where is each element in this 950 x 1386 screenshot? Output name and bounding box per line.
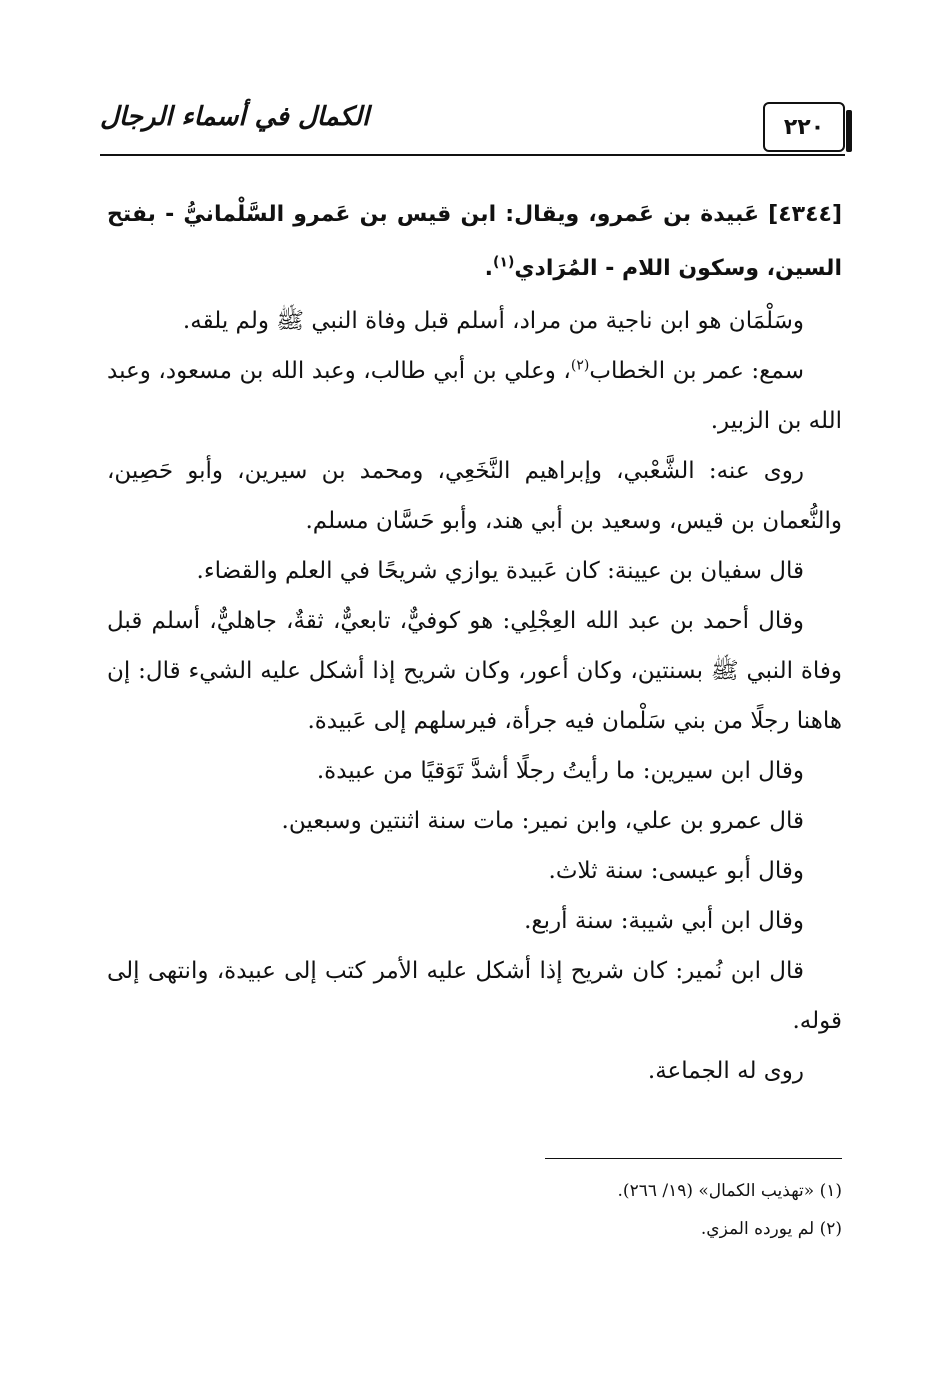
paragraph-ibn-sirin: وقال ابن سيرين: ما رأيتُ رجلًا أشدَّ تَوَقيًا من عبيدة. [316,758,804,784]
paragraph-ijli: وقال أحمد بن عبد الله العِجْلِي: هو كوفيٌّ، تابعيٌّ، ثقةٌ، جاهليٌّ، أسلم قبل وفاة النبي ﷺ بسنتين، وكان أعور، وكان شريح إذا أشكل عليه الشيء قال: إن هاهنا رجلًا من بني سَلْمان فيه جرأة، فيرسلهم إلى عَبيدة. [107,608,842,734]
page-header [100,98,845,158]
paragraph-ibn-abi-shaiba: وقال ابن أبي شيبة: سنة أربع. [524,908,804,934]
book-title: الكمال في أسماء الرجال [100,102,370,132]
footnote-ref-1: (١) [493,254,515,271]
footnote-1: (١) «تهذيب الكمال» (١٩/ ٢٦٦). [617,1181,842,1201]
entry-title-text: [٤٣٤٤] عَبيدة بن عَمرو، ويقال: ابن قيس بن عَمرو السَّلْمانيُّ - بفتح السين، وسكون اللام - المُرَادي [107,202,842,281]
paragraph-sufyan: قال سفيان بن عيينة: كان عَبيدة يوازي شريحًا في العلم والقضاء. [196,558,804,584]
paragraph-abu-isa: وقال أبو عيسى: سنة ثلاث. [548,858,804,884]
footnotes [107,1172,842,1248]
header-rule [100,154,845,156]
heard-from-rest: ، وعلي بن أبي طالب، وعبد الله بن مسعود، وعبد الله بن الزبير. [107,358,842,434]
paragraph-heard-from [107,346,842,446]
heard-from-text: سمع: عمر بن الخطاب [589,358,804,384]
footnote-2: (٢) لم يورده المزي. [700,1219,842,1239]
entry-title [107,188,842,296]
paragraph-ibn-numair: قال ابن نُمير: كان شريح إذا أشكل عليه الأمر كتب إلى عبيدة، وانتهى إلى قوله. [107,958,842,1034]
footnote-divider [545,1158,842,1159]
paragraph-narrators: روى له الجماعة. [647,1058,804,1084]
page-number: ٢٢٠ [763,102,845,152]
entry-title-end: . [484,256,493,281]
paragraph-narrated-by: روى عنه: الشَّعْبي، وإبراهيم النَّخَعِي، ومحمد بن سيرين، وأبو حَصِين، والنُّعمان بن قيس، وسعيد بن أبي هند، وأبو حَسَّان مسلم. [107,458,842,534]
footnote-ref-2: (٢) [570,357,590,374]
main-content [107,188,842,1096]
paragraph-salman: وسَلْمَان هو ابن ناجية من مراد، أسلم قبل وفاة النبي ﷺ ولم يلقه. [182,308,804,334]
paragraph-death-year: قال عمرو بن علي، وابن نمير: مات سنة اثنتين وسبعين. [281,808,804,834]
